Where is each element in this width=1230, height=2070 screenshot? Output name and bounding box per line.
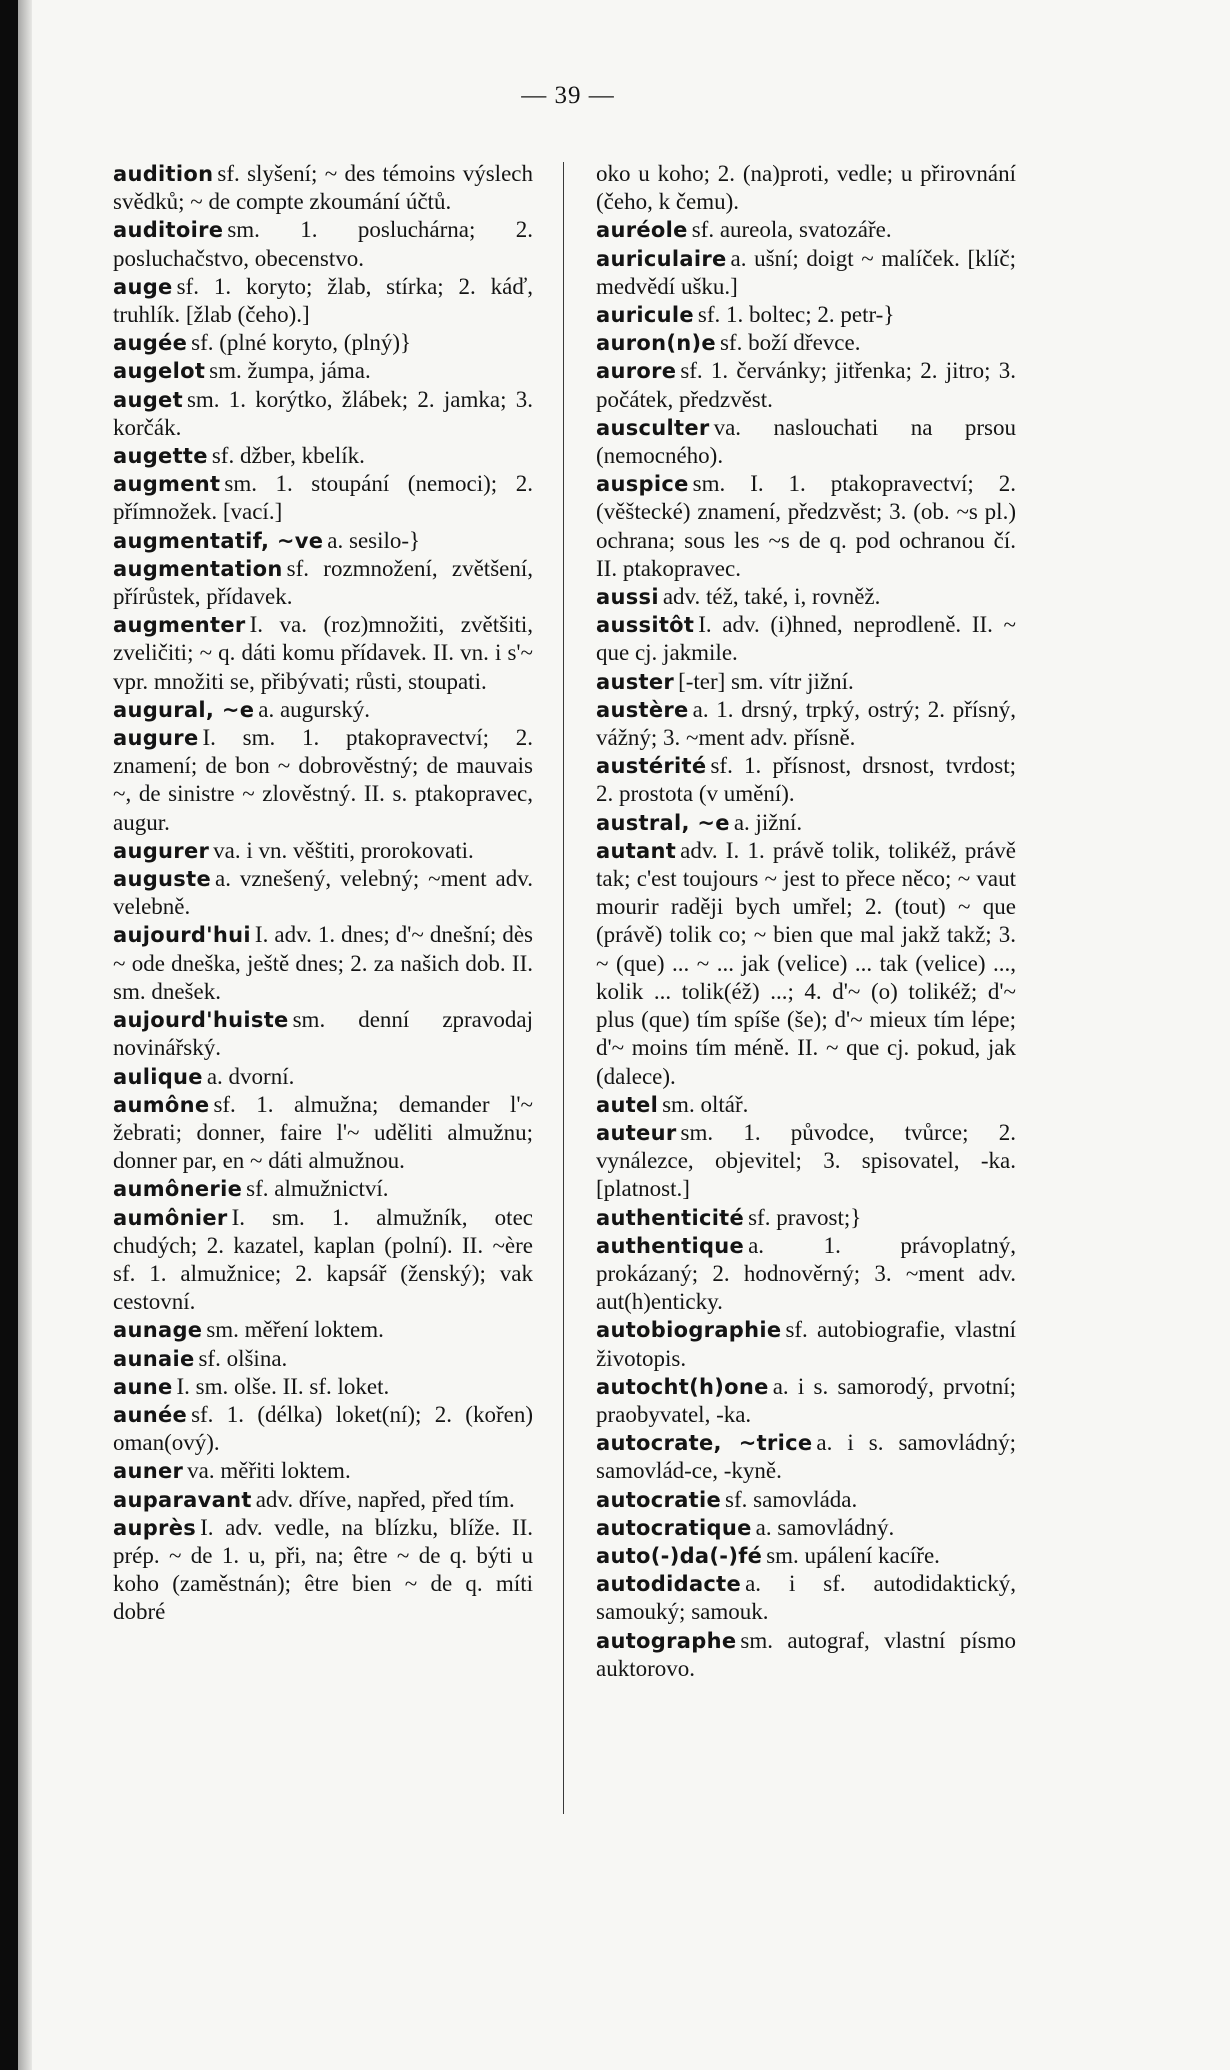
dictionary-entry	[113, 865, 533, 921]
dictionary-entry	[596, 1570, 1016, 1626]
dictionary-entry	[113, 837, 533, 865]
entry-definition: sm. 1. původce, tvůrce; 2. vynálezce, objevitel; 3. spisovatel, -ka. [platnost.]	[596, 1119, 1016, 1202]
right-column	[596, 160, 1016, 1683]
entry-headword: augurer	[113, 838, 210, 863]
entry-headword: auriculaire	[596, 246, 727, 271]
entry-headword: autocht(h)one	[596, 1374, 769, 1399]
entry-headword: auprès	[113, 1515, 197, 1540]
entry-headword: augelot	[113, 359, 206, 384]
dictionary-entry	[596, 1204, 1016, 1232]
entry-definition: a. 1. právoplatný, prokázaný; 2. hodnověrný; 3. ~ment adv. aut(h)enticky.	[596, 1232, 1016, 1315]
entry-definition: sm. 1. korýtko, žlábek; 2. jamka; 3. korčák.	[113, 386, 533, 440]
entry-definition: I. adv. 1. dnes; d'~ dnešní; dès ~ ode dneška, ještě dnes; 2. za našich dob. II. sm. dnešek.	[113, 922, 533, 1004]
entry-definition: a. i s. samovládný; samovlád-ce, -kyně.	[596, 1430, 1016, 1484]
dictionary-entry	[596, 357, 1016, 413]
entry-headword: ausculter	[596, 415, 710, 440]
entry-headword: auget	[113, 387, 183, 412]
entry-definition: a. sesilo-}	[327, 527, 421, 553]
entry-headword: auditoire	[113, 218, 224, 243]
entry-definition: sm. denní zpravodaj novinářský.	[113, 1007, 533, 1061]
entry-definition: sm. I. 1. ptakopravectví; 2. (věštecké) znamení, předzvěst; 3. (ob. ~s pl.) ochrana; sous les ~s de q. pod ochranou čí. II. ptakopravec.	[596, 471, 1016, 581]
entry-definition: sm. žumpa, jáma.	[209, 358, 371, 384]
entry-headword: auspice	[596, 472, 689, 497]
dictionary-entry	[113, 1457, 533, 1485]
dictionary-entry	[113, 724, 533, 837]
entry-headword: aulique	[113, 1064, 203, 1089]
entry-definition: sf. 1. (délka) loket(ní); 2. (kořen) oman(ový).	[113, 1401, 533, 1456]
dictionary-entry	[596, 837, 1016, 1091]
entry-headword: auparavant	[113, 1487, 252, 1512]
entry-headword: auréole	[596, 218, 688, 243]
dictionary-entry	[113, 696, 533, 724]
entry-definition: a. i s. samorodý, prvotní; praobyvatel, -ka.	[596, 1373, 1016, 1427]
entry-headword: austral, ~e	[596, 810, 730, 835]
dictionary-entry	[596, 1627, 1016, 1683]
entry-headword: auto(-)da(-)fé	[596, 1543, 763, 1568]
entry-headword: augment	[113, 472, 221, 497]
entry-headword: aunage	[113, 1318, 203, 1343]
entry-headword: auge	[113, 274, 173, 299]
entry-headword: aumônier	[113, 1205, 228, 1230]
entry-headword: authentique	[596, 1233, 745, 1258]
dictionary-entry	[596, 611, 1016, 667]
dictionary-entry	[113, 216, 533, 272]
dictionary-entry	[596, 216, 1016, 244]
entry-headword: autocrate, ~trice	[596, 1431, 813, 1456]
entry-definition: sf. pravost;}	[748, 1204, 862, 1230]
dictionary-entry	[596, 583, 1016, 611]
entry-headword: auguste	[113, 867, 211, 892]
dictionary-entry	[113, 1514, 533, 1627]
dictionary-entry	[113, 527, 533, 555]
dictionary-entry	[596, 301, 1016, 329]
entry-definition: oko u koho; 2. (na)proti, vedle; u přirovnání (čeho, k čemu).	[596, 161, 1016, 215]
entry-headword: autant	[596, 838, 677, 863]
entry-definition: sf. (plné koryto, (plný)}	[191, 330, 412, 356]
dictionary-entry	[596, 1373, 1016, 1429]
entry-definition: adv. dříve, napřed, před tím.	[255, 1486, 515, 1512]
dictionary-entry	[596, 809, 1016, 837]
entry-definition: a. jižní.	[733, 809, 803, 835]
entry-definition: a. samovládný.	[755, 1514, 895, 1540]
entry-headword: aussitôt	[596, 613, 695, 638]
entry-definition: a. i sf. autodidaktický, samouký; samouk.	[596, 1571, 1016, 1625]
entry-headword: auster	[596, 669, 675, 694]
entry-definition: sf. almužnictví.	[246, 1176, 389, 1202]
entry-headword: augette	[113, 444, 208, 469]
dictionary-entry	[113, 1175, 533, 1203]
entry-headword: austère	[596, 697, 689, 722]
dictionary-entry	[113, 329, 533, 357]
entry-definition: sf. slyšení; ~ des témoins výslech svědků; ~ de compte zkoumání účtů.	[113, 161, 533, 215]
entry-headword: aunaie	[113, 1346, 195, 1371]
entry-headword: augmenter	[113, 613, 246, 638]
entry-definition: sf. olšina.	[198, 1345, 288, 1371]
dictionary-entry	[596, 1232, 1016, 1317]
dictionary-entry	[596, 696, 1016, 752]
entry-headword: auner	[113, 1459, 184, 1484]
dictionary-entry	[596, 245, 1016, 301]
dictionary-entry	[113, 1204, 533, 1317]
entry-definition: sf. boží dřevce.	[719, 330, 861, 356]
entry-definition: a. ušní; doigt ~ malíček. [klíč; medvědí ušku.]	[596, 245, 1016, 299]
entry-definition: I. va. (roz)množiti, zvětšiti, zveličiti; ~ q. dáti komu přídavek. II. vn. i s'~ vpr. množiti se, přibývati; růsti, stoupati.	[113, 612, 533, 694]
entry-definition: sf. 1. boltec; 2. petr-}	[697, 302, 895, 328]
entry-headword: aumônerie	[113, 1177, 243, 1202]
entry-headword: auricule	[596, 303, 694, 328]
entry-definition: I. sm. olše. II. sf. loket.	[176, 1373, 390, 1399]
dictionary-entry	[596, 414, 1016, 470]
entry-headword: aunée	[113, 1402, 188, 1427]
entry-headword: autocratique	[596, 1515, 752, 1540]
dictionary-entry	[113, 357, 533, 385]
dictionary-entry	[596, 1429, 1016, 1485]
entry-definition: sf. 1. almužna; demander l'~ žebrati; donner, faire l'~ uděliti almužnu; donner par, en ~ dáti almužnou.	[113, 1091, 533, 1174]
dictionary-entry	[596, 1486, 1016, 1514]
entry-headword: audition	[113, 162, 214, 186]
entry-headword: augmentatif, ~ve	[113, 528, 324, 553]
dictionary-entry	[113, 1373, 533, 1401]
entry-definition: a. 1. drsný, trpký, ostrý; 2. přísný, vážný; 3. ~ment adv. přísně.	[596, 696, 1016, 751]
entry-headword: augmentation	[113, 556, 283, 581]
entry-headword: autel	[596, 1092, 659, 1117]
entry-headword: authenticité	[596, 1205, 745, 1230]
entry-definition: a. dvorní.	[206, 1063, 295, 1089]
entry-headword: aune	[113, 1374, 173, 1399]
entry-definition: sf. autobiografie, vlastní životopis.	[596, 1317, 1016, 1371]
dictionary-entry	[113, 1316, 533, 1344]
entry-headword: aurore	[596, 359, 677, 384]
entry-headword: aussi	[596, 585, 659, 610]
entry-definition: va. i vn. věštiti, prorokovati.	[213, 837, 474, 863]
entry-definition: va. měřiti loktem.	[187, 1458, 351, 1484]
entry-definition: sm. oltář.	[662, 1091, 749, 1117]
entry-definition: a. vznešený, velebný; ~ment adv. velebně.	[113, 866, 533, 920]
entry-headword: aujourd'hui	[113, 923, 251, 948]
binding-gutter	[18, 0, 32, 2070]
dictionary-entry	[596, 752, 1016, 808]
dictionary-entry	[113, 386, 533, 442]
entry-definition: adv. též, také, i, rovněž.	[662, 584, 881, 610]
entry-definition: [-ter] sm. vítr jižní.	[678, 668, 854, 694]
entry-definition: sf. 1. červánky; jitřenka; 2. jitro; 3. počátek, předzvěst.	[596, 358, 1016, 412]
entry-definition: sf. aureola, svatozáře.	[691, 217, 892, 243]
entry-definition: a. augurský.	[258, 696, 371, 722]
dictionary-page	[18, 0, 1230, 2070]
entry-headword: austérité	[596, 754, 707, 779]
entry-definition: va. naslouchati na prsou (nemocného).	[596, 414, 1016, 469]
entry-headword: autographe	[596, 1628, 737, 1653]
entry-definition: I. adv. (i)hned, neprodleně. II. ~ que cj. jakmile.	[596, 612, 1016, 666]
column-divider	[563, 162, 564, 1814]
dictionary-entry	[113, 273, 533, 329]
dictionary-entry	[596, 1091, 1016, 1119]
dictionary-entry	[113, 1091, 533, 1176]
entry-definition: sm. upálení kacíře.	[766, 1542, 940, 1568]
entry-headword: autocratie	[596, 1487, 722, 1512]
dictionary-entry	[113, 1401, 533, 1457]
dictionary-entry	[113, 611, 533, 696]
dictionary-entry	[113, 921, 533, 1006]
entry-definition: I. sm. 1. ptakopravectví; 2. znamení; de bon ~ dobrověstný; de mauvais ~, de sinistre ~ zlověstný. II. s. ptakopravec, augur.	[113, 725, 533, 835]
entry-headword: aumône	[113, 1092, 210, 1117]
entry-headword: autobiographie	[596, 1318, 782, 1343]
left-column	[113, 160, 533, 1627]
dictionary-entry	[596, 1119, 1016, 1204]
dictionary-entry	[596, 1316, 1016, 1372]
dictionary-entry	[113, 1345, 533, 1373]
entry-headword: augure	[113, 726, 199, 751]
dictionary-entry	[596, 1542, 1016, 1570]
dictionary-entry	[113, 1063, 533, 1091]
dictionary-entry	[596, 329, 1016, 357]
dictionary-entry	[113, 470, 533, 526]
entry-definition: adv. I. 1. právě tolik, tolikéž, právě tak; c'est toujours ~ jest to přece něco; ~ vaut mourir raději bych umřel; 2. (tout) ~ que (právě) tolik co; ~ bien que mal jakž takž; 3. ~ (que) ... ~ ... jak (velice) ... tak (velice) ..., kolik ... tolik(éž) ...; 4. d'~ (o) tolikéž; d'~ plus (que) tím spíše (še); d'~ mieux tím lépe; d'~ moins tím méně. II. ~ que cj. pokud, jak (dalece).	[596, 837, 1016, 1089]
page-number: — 39 —	[521, 82, 615, 109]
entry-headword: auteur	[596, 1120, 677, 1145]
entry-headword: aujourd'huiste	[113, 1008, 289, 1033]
entry-headword: auron(n)e	[596, 331, 716, 356]
entry-headword: augural, ~e	[113, 697, 255, 722]
dictionary-entry	[113, 160, 533, 216]
dictionary-entry	[113, 1486, 533, 1514]
entry-definition: sm. autograf, vlastní písmo auktorovo.	[596, 1627, 1016, 1681]
entry-headword: autodidacte	[596, 1572, 742, 1597]
entry-headword: augée	[113, 331, 188, 356]
entry-definition: I. adv. vedle, na blízku, blíže. II. prép. ~ de 1. u, při, na; être ~ de q. býti u koho (zaměstnán); être bien ~ de q. míti dobré	[113, 1514, 533, 1625]
entry-definition: sf. džber, kbelík.	[211, 443, 365, 469]
entry-definition: sf. samovláda.	[725, 1486, 858, 1512]
entry-definition: sf. 1. přísnost, drsnost, tvrdost; 2. prostota (v umění).	[596, 753, 1016, 807]
entry-definition: sm. 1. stoupání (nemoci); 2. přímnožek. [vací.]	[113, 471, 533, 525]
entry-definition: I. sm. 1. almužník, otec chudých; 2. kazatel, kaplan (polní). II. ~ère sf. 1. almužnice; 2. kapsář (ženský); vak cestovní.	[113, 1204, 533, 1315]
entry-definition: sm. měření loktem.	[206, 1317, 384, 1343]
entry-definition: sf. 1. koryto; žlab, stírka; 2. káď, truhlík. [žlab (čeho).]	[113, 273, 533, 328]
dictionary-entry	[113, 555, 533, 611]
dictionary-entry	[596, 1514, 1016, 1542]
entry-definition: sm. 1. posluchárna; 2. posluchačstvo, obecenstvo.	[113, 217, 533, 271]
dictionary-entry	[113, 442, 533, 470]
dictionary-entry	[596, 668, 1016, 696]
entry-definition: sf. rozmnožení, zvětšení, přírůstek, přídavek.	[113, 555, 533, 610]
dictionary-entry	[596, 160, 1016, 216]
dictionary-entry	[596, 470, 1016, 583]
dictionary-entry	[113, 1006, 533, 1062]
